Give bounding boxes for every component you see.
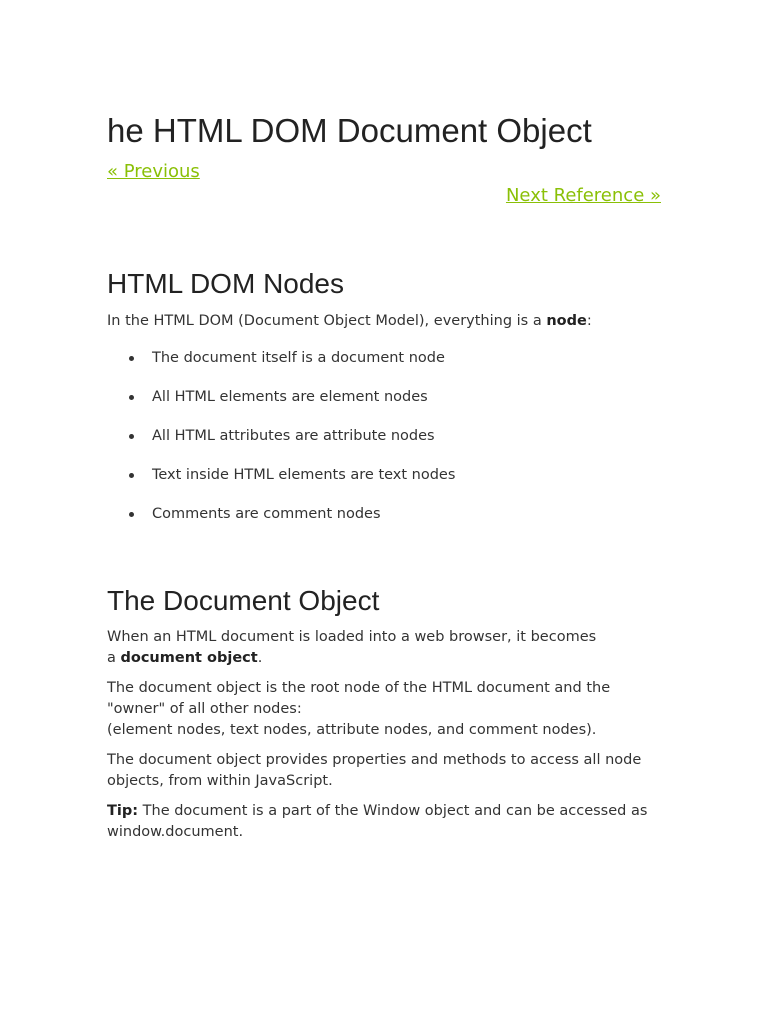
tip-text: The document is a part of the Window object and can be accessed as window.document. [107,803,648,840]
tip-label: Tip: [107,803,139,819]
bullet-icon [129,434,134,439]
document-loaded-text: When an HTML document is loaded into a web browser, it becomes [107,629,597,645]
root-node-line-3: (element nodes, text nodes, attribute nodes, and comment nodes). [107,722,597,738]
document-loaded-period: . [257,650,263,666]
root-node-line-2: "owner" of all other nodes: [107,701,302,717]
nodes-intro-colon: : [586,313,592,329]
node-types-list [107,346,455,541]
document-loaded-paragraph [107,627,663,669]
list-item [107,385,455,424]
bullet-icon [129,512,134,517]
list-item [107,346,455,385]
next-reference-link[interactable]: Next Reference » [505,185,661,206]
list-item [107,424,455,463]
list-item-text: Text inside HTML elements are text nodes [152,467,456,483]
page-title: he HTML DOM Document Object [107,112,592,149]
tip-paragraph [107,801,663,843]
node-keyword: node [546,313,587,329]
list-item [107,502,455,541]
root-node-paragraph [107,678,663,741]
list-item-text: The document itself is a document node [152,350,445,366]
nodes-intro-paragraph [107,311,663,332]
document-object-keyword: document object [120,650,258,666]
previous-link[interactable]: « Previous [107,161,200,182]
bullet-icon [129,395,134,400]
list-item-text: Comments are comment nodes [152,506,381,522]
document-loaded-prefix: a [107,650,121,666]
properties-paragraph: The document object provides properties and methods to access all node objects, from within JavaScript. [107,752,642,789]
section-heading-dom-nodes: HTML DOM Nodes [107,268,345,299]
list-item-text: All HTML elements are element nodes [152,389,428,405]
bullet-icon [129,356,134,361]
list-item [107,463,455,502]
root-node-line-1: The document object is the root node of the HTML document and the [107,680,611,696]
bullet-icon [129,473,134,478]
list-item-text: All HTML attributes are attribute nodes [152,428,435,444]
section-heading-document-object: The Document Object [107,585,380,616]
nodes-intro-text: In the HTML DOM (Document Object Model), everything is a [107,313,547,329]
